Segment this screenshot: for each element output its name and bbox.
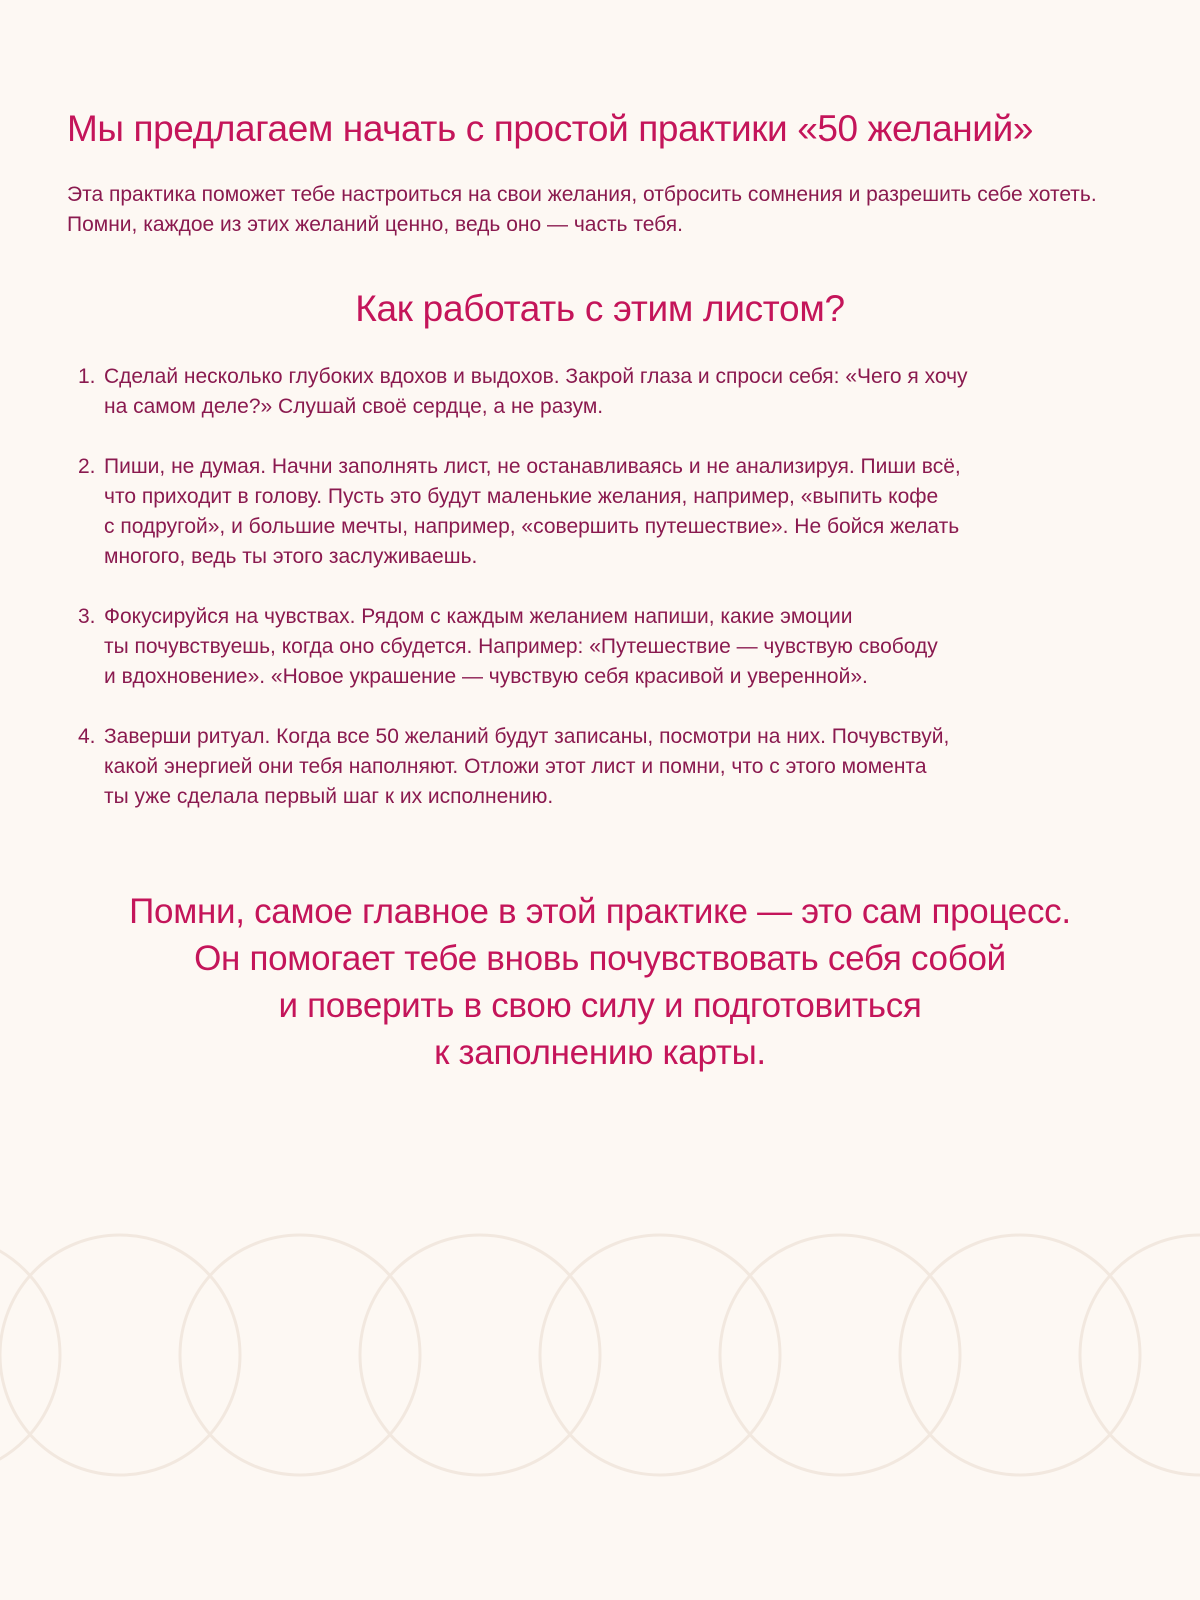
step-item [78, 362, 1118, 422]
step-number: 4. [78, 725, 96, 748]
step-number: 3. [78, 605, 96, 628]
section-title: Как работать с этим листом? [355, 288, 845, 329]
step-item [78, 722, 1118, 812]
pattern-circle [540, 1235, 780, 1475]
steps-list [78, 362, 1118, 842]
pattern-circle [0, 1235, 240, 1475]
pattern-circle [720, 1235, 960, 1475]
step-text: Пиши, не думая. Начни заполнять лист, не останавливаясь и не анализируя. Пиши всё, что приходит в голову. Пусть это будут маленькие желания, например, «выпить кофе с подругой», и большие мечты, например, «совершить путешествие». Не бойся желать многого, ведь ты этого заслуживаешь. [104, 455, 961, 568]
step-item [78, 452, 1118, 572]
closing-message: Помни, самое главное в этой практике — это сам процесс. Он помогает тебе вновь почувствовать себя собой и поверить в свою силу и подготовиться к заполнению карты. [129, 892, 1071, 1072]
step-text: Заверши ритуал. Когда все 50 желаний будут записаны, посмотри на них. Почувствуй, какой энергией они тебя наполняют. Отложи этот лист и помни, что с этого момента ты уже сделала первый шаг к их исполнению. [104, 725, 950, 808]
step-item [78, 602, 1118, 692]
step-text: Сделай несколько глубоких вдохов и выдохов. Закрой глаза и спроси себя: «Чего я хочу на самом деле?» Слушай своё сердце, а не разум. [104, 365, 968, 418]
pattern-circle [360, 1235, 600, 1475]
step-number: 2. [78, 455, 96, 478]
step-text: Фокусируйся на чувствах. Рядом с каждым желанием напиши, какие эмоции ты почувствуешь, когда оно сбудется. Например: «Путешествие — чувствую свободу и вдохновение». «Новое украшение — чувствую себя красивой и уверенной». [104, 605, 938, 688]
pattern-circle [900, 1235, 1140, 1475]
intro-paragraph: Эта практика поможет тебе настроиться на свои желания, отбросить сомнения и разрешить себе хотеть. Помни, каждое из этих желаний ценно, ведь оно — часть тебя. [67, 183, 1097, 236]
page-title: Мы предлагаем начать с простой практики «50 желаний» [67, 108, 1034, 149]
step-number: 1. [78, 365, 96, 388]
decorative-circle-pattern [0, 1230, 1200, 1480]
pattern-circle [180, 1235, 420, 1475]
pattern-circle [0, 1235, 60, 1475]
